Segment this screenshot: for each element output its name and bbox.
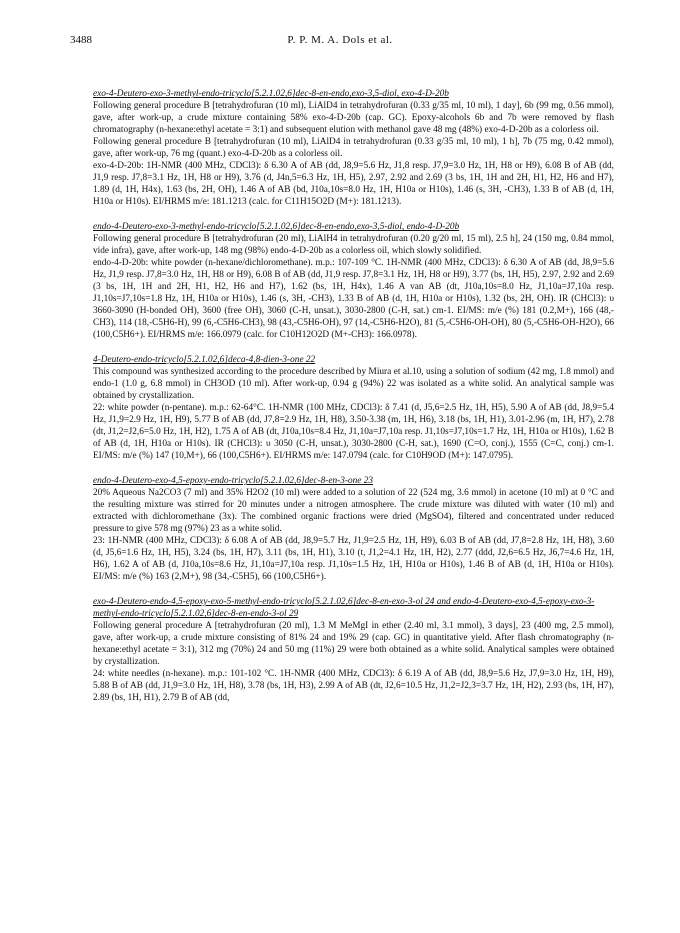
compound-section — [93, 354, 614, 462]
compound-heading: exo-4-Deutero-exo-3-methyl-endo-tricyclo[5.2.1.02,6]dec-8-en-endo,exo-3,5-diol, exo-4-D-20b — [93, 89, 449, 99]
procedure-paragraph: Following general procedure B [tetrahydrofuran (10 ml), LiAlD4 in tetrahydrofuran (0.33 g/35 ml, 10 ml), 1 h], 7b (75 mg, 0.42 mmol), gave, after work-up, 76 mg (quant.) exo-4-D-20b as a colorless oil. — [93, 137, 614, 159]
compound-section — [93, 596, 614, 704]
spectral-data-paragraph: 22: white powder (n-pentane). m.p.: 62-64°C. 1H-NMR (100 MHz, CDCl3): δ 7.41 (d, J5,6=2.5 Hz, 1H, H5), 5.90 A of AB (dd, J8,9=5.4 Hz, J1,9=2.9 Hz, 1H, H9), 5.77 B of AB (dd, J7,8=2.9 Hz, 1H, H8), 3.50-3.38 (m, 1H, H6), 3.18 (bs, 1H, H1), 3.01-2.96 (m, 1H, H7), 2.78 (dt, J1,2=J2,6=5.0 Hz, 1H, H2), 1.75 A of AB (dt, J10a,10s=8.4 Hz, J1,10a=J7,10a resp. J1,10s=J7,10s=1.7 Hz, 1H, H10a or H10s), 1.62 B of AB (d, 1H, H10a or H10s). IR (CHCl3): υ 3050 (C-H, unsat.), 3030-2800 (C-H, sat.), 1690 (C=O, conj.), 1555 (C=C, conj.) cm-1. EI/MS: m/e (%) 147 (10,M+), 66 (100,C5H6+). EI/HRMS m/e: 147.0794 (calc. for C10H9OD (M+): 147.0795). — [93, 403, 614, 461]
procedure-paragraph: Following general procedure B [tetrahydrofuran (20 ml), LiAlH4 in tetrahydrofuran (0.20 g/20 ml, 15 ml), 2.5 h], 24 (150 mg, 0.84 mmol, vide infra), gave, after work-up, 148 mg (98%) endo-4-D-20b as a colorless oil, which slowly solidified. — [93, 234, 614, 256]
procedure-paragraph: 20% Aqueous Na2CO3 (7 ml) and 35% H2O2 (10 ml) were added to a solution of 22 (524 mg, 3.6 mmol) in acetone (10 ml) at 0 °C and the resulting mixture was stirred for 20 minutes under a nitrogen atmosphere. The crude mixture was diluted with water (10 ml) and extracted with dichloromethane (3x). The combined organic fractions were dried (MgSO4), filtered and concentrated under reduced pressure to give 578 mg (97%) 23 as a white solid. — [93, 488, 614, 534]
compound-heading: endo-4-Deutero-exo-4,5-epoxy-endo-tricyclo[5.2.1.02,6]dec-8-en-3-one 23 — [93, 476, 374, 486]
spectral-data-paragraph: exo-4-D-20b: 1H-NMR (400 MHz, CDCl3): δ 6.30 A of AB (dd, J8,9=5.6 Hz, J1,8 resp. J7,9=3.0 Hz, 1H, H8 or H9), 6.08 B of AB (dd, J1,9 resp. J7,8=3.1 Hz, 1H, H8 or H9), 3.76 (d, J4n,5=6.3 Hz, 1H, H5), 2.97, 2.92 and 2.69 (3 bs, 1H, 1H and 2H, H1, H2, H6 and H7), 1.89 (d, 1H, H4x), 1.63 (bs, 2H, OH), 1.46 A of AB (bd, J10a,10s=8.0 Hz, 1H, H10a or H10s), 1.46 (s, 3H, -CH3), 1.33 B of AB (d, 1H, H10a or H10s). EI/HRMS m/e: 181.1213 (calc. for C11H15O2D (M+): 181.1213). — [93, 161, 614, 207]
spectral-data-paragraph: endo-4-D-20b: white powder (n-hexane/dichloromethane). m.p.: 107-109 °C. 1H-NMR (400 MHz, CDCl3): δ 6.30 A of AB (dd, J8,9=5.6 Hz, J1,9 resp. J7,8=3.0 Hz, 1H, H8 or H9), 6.08 B of AB (dd, J1,9 resp. J7,8=3.1 Hz, 1H, H8 or H9), 3.77 (bs, 1H, H5), 2.97, 2.92 and 2.69 (3 bs, 1H, 1H and 2H, H1, H2, H6 and H7), 1.62 (bs, 1H, H4x), 1.46 A van AB (dt, J10a,10s=8.0 Hz, J1,10a=J7,10a resp. J1,10s=J7,10s=1.8 Hz, 1H, H10a or H10s), 1.46 (s, 3H, -CH3), 1.33 B of AB (d, 1H, H10a or H10s), 1.32 (bs, 2H, OH). IR (CHCl3): υ 3660-3090 (H-bonded OH), 3600 (free OH), 3060 (C-H, unsat.), 3030-2800 (C-H, sat.) cm-1. EI/MS: m/e (%) 181 (0.2,M+), 166 (48,-CH3), 114 (18,-C5H6-H), 99 (6,-C5H6-CH3), 98 (43,-C5H6-OH), 97 (14,-C5H6-H2O), 81 (5,-C5H6-OH-OH), 80 (5,-C5H6-OH-H2O), 66 (100,C5H6+). EI/HRMS m/e: 166.0979 (calc. for C10H12O2D (M+-CH3): 166.0978). — [93, 258, 614, 340]
compound-heading: endo-4-Deutero-exo-3-methyl-endo-tricyclo[5.2.1.02,6]dec-8-en-endo,exo-3,5-diol, endo-4-D-20b — [93, 222, 460, 232]
spectral-data-paragraph: 23: 1H-NMR (400 MHz, CDCl3): δ 6.08 A of AB (dd, J8,9=5.7 Hz, J1,9=2.5 Hz, 1H, H9), 6.03 B of AB (dd, J7,8=2.8 Hz, 1H, H8), 3.60 (d, J5,6=1.6 Hz, 1H, H5), 3.24 (bs, 1H, H7), 3.11 (bs, 1H, H1), 3.10 (t, J1,2=4.1 Hz, 1H, H2), 2.77 (ddd, J2,6=6.5 Hz, J6,7=4.6 Hz, 1H, H6), 1.62 A of AB (d, J10a,10s=8.6 Hz, J1,10a=J7,10a resp. J1,10s=1.5 Hz, 1H, H10a or H10s), 1.46 B of AB (d, 1H, H10a or H10s). EI/MS: m/e (%) 163 (2,M+), 98 (34,-C5H5), 66 (100,C5H6+). — [93, 536, 614, 582]
compound-heading: exo-4-Deutero-endo-4,5-epoxy-exo-5-methyl-endo-tricyclo[5.2.1.02,6]dec-8-en-exo-3-ol 24 and endo-4-Deutero-exo-4,5-epoxy-exo-3-methyl-endo-tricyclo[5.2.1.02,6]dec-8-en-endo-3-ol 29 — [93, 597, 595, 619]
procedure-paragraph: Following general procedure A [tetrahydrofuran (20 ml), 1.3 M MeMgI in ether (2.40 ml, 3.1 mmol), 3 days], 23 (400 mg, 2.5 mmol), gave, after work-up, a crude mixture consisting of 81% 24 and 19% 29 (cap. GC) in quantitative yield. After flash chromatography (n-hexane:ethyl acetate = 3:1), 312 mg (70%) 24 and 50 mg (11%) 29 were both obtained as a white solid. Analytical samples were obtained by crystallization. — [93, 621, 614, 667]
compound-heading: 4-Deutero-endo-tricyclo[5.2.1.02,6]deca-4,8-dien-3-one 22 — [93, 355, 316, 365]
spectral-data-paragraph: 24: white needles (n-hexane). m.p.: 101-102 °C. 1H-NMR (400 MHz, CDCl3): δ 6.19 A of AB (dd, J8,9=5.6 Hz, J7,9=3.0 Hz, 1H, H9), 5.88 B of AB (dd, J1,9=3.0 Hz, 1H, H8), 3.78 (bs, 1H, H3), 2.99 A of AB (dt, J2,6=10.5 Hz, J1,2=J2,3=3.7 Hz, 1H, H2), 2.93 (bs, 1H, H7), 2.89 (bs, 1H, H1), 2.79 B of AB (dd, — [93, 669, 614, 703]
compound-section — [93, 221, 614, 341]
page-header — [70, 34, 610, 50]
page-number: 3488 — [70, 34, 92, 46]
procedure-paragraph: Following general procedure B [tetrahydrofuran (10 ml), LiAlD4 in tetrahydrofuran (0.33 g/35 ml, 10 ml), 1 day], 6b (99 mg, 0.56 mmol), gave, after work-up, a crude mixture containing 58% exo-4-D-20b (cap. GC). Epoxy-alcohols 6b and 7b were removed by flash chromatography (n-hexane:ethyl acetate = 3:1) and subsequent elution with methanol gave 48 mg (48%) exo-4-D-20b as a colorless oil. — [93, 101, 614, 135]
compound-section — [93, 475, 614, 583]
running-title: P. P. M. A. Dols et al. — [287, 34, 393, 46]
experimental-text — [93, 88, 614, 717]
procedure-paragraph: This compound was synthesized according to the procedure described by Miura et al.10, using a solution of sodium (42 mg, 1.8 mmol) and endo-1 (1.0 g, 6.8 mmol) in CH3OD (10 ml). After work-up, 0.94 g (94%) 22 was isolated as a white solid. An analytical sample was obtained by crystallization. — [93, 367, 614, 401]
compound-section — [93, 88, 614, 208]
